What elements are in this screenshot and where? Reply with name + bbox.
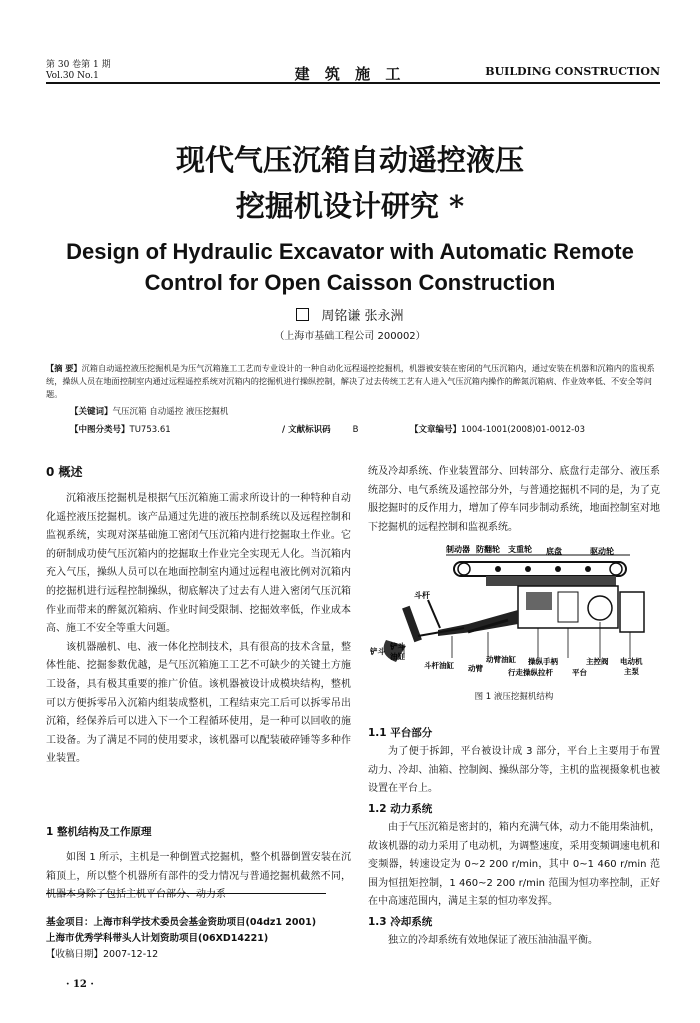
fig-label: 主泵 xyxy=(624,667,639,676)
title-cn-line2: 挖掘机设计研究 * xyxy=(235,189,465,223)
fig-label: 底盘 xyxy=(546,547,562,556)
doc-label: / 文献标识码 xyxy=(282,425,331,435)
paragraph: 统及冷却系统、作业装置部分、回转部分、底盘行走部分、液压系统部分、电气系统及遥控部分外，与普通挖掘机不同的是，为了克服挖掘时的反作用力，增加了停车同步制动系统，地面控制室对地下挖掘机的远程控制和监视系统。 xyxy=(368,466,660,533)
keywords-text: 气压沉箱 自动遥控 液压挖掘机 xyxy=(112,407,229,417)
paragraph: 独立的冷却系统有效地保证了液压油油温平衡。 xyxy=(388,935,598,946)
fig-label: 动臂油缸 xyxy=(486,655,516,664)
keywords xyxy=(70,405,228,417)
fig-label: 斗杆 xyxy=(414,591,430,600)
paragraph: 该机器融机、电、液一体化控制技术，具有很高的技术含量，整体性能、挖掘参数优越，是气压沉箱施工工艺不可缺少的关键土方施工设备，具有极其重要的推广价值。该机器被设计成模块结构，整机可以方便拆零吊入沉箱内组装成整机，工程结束完工后可以拆零吊出沉箱，经保养后可以进入下一个工程循环使用，是一种可以回收的施工设备。为了满足不同的使用要求，该机器可以配装破碎锤等多种作业装置。 xyxy=(46,641,351,765)
keywords-label: 【关键词】 xyxy=(70,407,113,417)
volume-en: Vol.30 No.1 xyxy=(46,71,99,81)
cls-label: 【中图分类号】 xyxy=(70,425,130,435)
section-1-2-body xyxy=(368,819,660,912)
footnote xyxy=(46,915,316,963)
section-1-1-heading: 1.1 平台部分 xyxy=(368,727,433,739)
authors xyxy=(0,305,700,324)
fig-label: 铲斗 xyxy=(370,647,385,656)
fig-label: 油缸 xyxy=(390,652,405,661)
fig-label: 操纵手柄 xyxy=(528,657,558,666)
section-1-body xyxy=(46,849,351,905)
author-names: 周铭谦 张永洲 xyxy=(321,309,404,324)
paragraph: 沉箱液压挖掘机是根据气压沉箱施工需求所设计的一种特种自动化遥控液压挖掘机。该产品通过先进的液压控制系统以及远程控制和监视系统，实现对深基础施工密闭气压沉箱内进行挖掘取土作业。它的研制成功使气压沉箱内的挖掘取土作业完全实现无人化。当沉箱内充入气压，操纵人员可以在地面控制室内通过远程电液比例对沉箱内的挖掘机进行远程控制操纵，彻底解决了过去有人进入密闭气压沉箱作业而带来的醉氮沉箱病、作业时间受限制、挖掘效率低，作业成本高、施工不安全等重大问题。 xyxy=(46,493,351,635)
section-1-3-heading: 1.3 冷却系统 xyxy=(368,916,433,928)
volume-cn: 第 30 卷第 1 期 xyxy=(46,60,111,70)
section-1-2-heading: 1.2 动力系统 xyxy=(368,803,433,815)
checkbox-square-icon xyxy=(296,308,309,321)
fund-line-2: 上海市优秀学科带头人计划资助项目(06XD14221) xyxy=(46,933,269,944)
abstract-label: 【摘 要】 xyxy=(46,363,82,373)
journal-title-cn: 建 筑 施 工 xyxy=(294,65,406,83)
doc-value: B xyxy=(352,425,359,435)
fig-label: 防翻轮 xyxy=(476,545,500,554)
fig-label: 铲斗 xyxy=(390,642,405,651)
fig-label: 平台 xyxy=(572,668,587,677)
article-number xyxy=(410,423,585,435)
header-rule xyxy=(46,82,660,84)
abstract xyxy=(46,362,661,401)
section-1-heading: 1 整机结构及工作原理 xyxy=(46,826,152,838)
title-en-line2: Control for Open Caisson Construction xyxy=(144,270,556,295)
fig-label: 动臂 xyxy=(468,664,483,673)
fig-label: 电动机 xyxy=(620,657,643,666)
figure-caption: 图 1 液压挖掘机结构 xyxy=(474,692,554,702)
fig-label: 行走操纵拉杆 xyxy=(508,668,553,677)
journal-title-en: BUILDING CONSTRUCTION xyxy=(485,65,660,78)
title-cn-line1: 现代气压沉箱自动遥控液压 xyxy=(175,143,524,177)
footnote-rule xyxy=(46,893,326,894)
section-0-heading: 0 概述 xyxy=(46,465,83,479)
section-1-1-body xyxy=(368,743,660,799)
paragraph: 为了便于拆卸，平台被设计成 3 部分，平台上主要用于布置动力、冷却、油箱、控制阀、操纵部分等，主机的监视摄象机也被设置在平台上。 xyxy=(368,746,660,795)
excavator-structure-figure xyxy=(368,540,660,685)
cls-value: TU753.61 xyxy=(129,425,171,435)
doc-code xyxy=(282,423,358,435)
article-label: 【文章编号】 xyxy=(410,425,462,435)
fig-label: 斗杆油缸 xyxy=(424,661,454,670)
fig-label: 主控阀 xyxy=(586,657,609,666)
fig-label: 制动器 xyxy=(446,545,470,554)
abstract-text: 沉箱自动遥控液压挖掘机是为压气沉箱施工工艺而专业设计的一种自动化远程遥控挖掘机，机器被安装在密闭的气压沉箱内，通过安装在机器和沉箱内的监视系统，操纵人员在地面控制室内通过远程遥控系统对沉箱内的挖掘机进行操纵控制，解决了过去传统工艺有人进入气压沉箱内操作的醉氮沉箱病、作业效率低、不安全等问题。 xyxy=(46,363,655,399)
article-value: 1004-1001(2008)01-0012-03 xyxy=(461,425,586,435)
fig-label: 支重轮 xyxy=(508,545,532,554)
classification xyxy=(70,423,171,435)
page-number: · 12 · xyxy=(66,979,94,990)
paragraph: 由于气压沉箱是密封的，箱内充满气体，动力不能用柴油机，故该机器的动力采用了电动机，为调整速度，采用变频调速电机和变频器，转速设定为 0~2 200 r/min，其中 0~1 460 r/min 范围为恒扭矩控制，1 460~2 200 r/min 范围为恒功率控制，正好在中高速范围内，满足主泵的恒功率发挥。 xyxy=(368,822,660,908)
section-0-body xyxy=(46,490,351,769)
received-date: 【收稿日期】2007-12-12 xyxy=(46,949,159,960)
paragraph: 如图 1 所示，主机是一种倒置式挖掘机，整个机器倒置安装在沉箱顶上，所以整个机器所有部件的受力情况与普通挖掘机截然不同，机器本身除了包括主机平台部分、动力系 xyxy=(46,852,351,901)
fund-line-1: 基金项目：上海市科学技术委员会基金资助项目(04dz1 2001) xyxy=(46,917,317,928)
section-1-3-body xyxy=(368,932,660,951)
fig-label: 驱动轮 xyxy=(590,547,614,556)
title-en-line1: Design of Hydraulic Excavator with Automatic Remote xyxy=(66,239,634,264)
affiliation: （上海市基础工程公司 200002） xyxy=(274,331,426,342)
right-column-intro xyxy=(368,463,660,537)
